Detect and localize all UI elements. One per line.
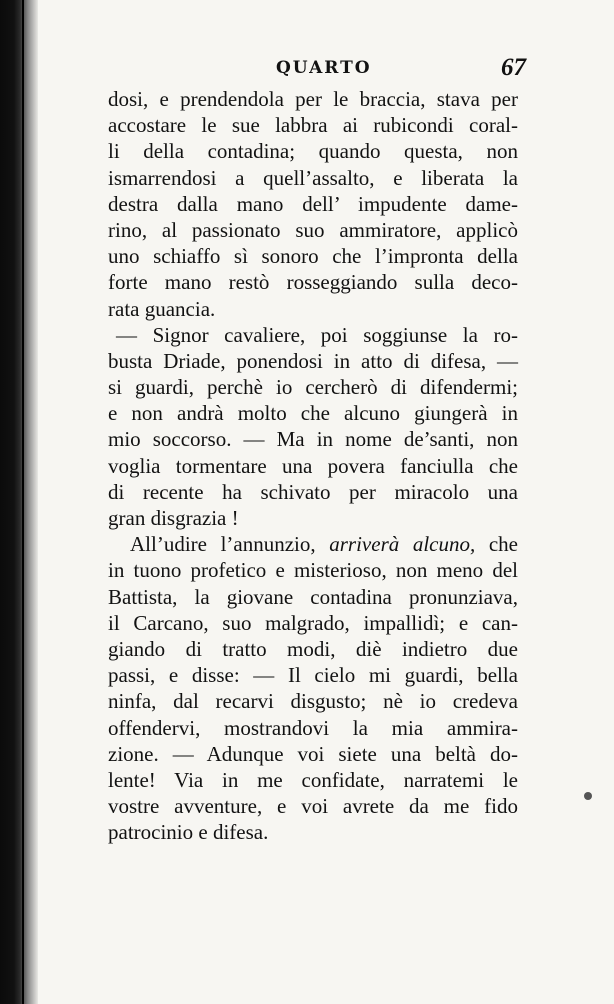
text-line: passi, e disse: — Il cielo mi guardi, bella: [108, 663, 518, 688]
text-line: patrocinio e difesa.: [108, 820, 269, 845]
text-line: lente! Via in me confidate, narratemi le: [108, 767, 518, 792]
text-line: di recente ha schivato per miracolo una: [108, 479, 518, 504]
text-line: uno schiaffo sì sonoro che l’impronta della: [108, 244, 518, 269]
text-line: [108, 531, 518, 557]
text-line: li della contadina; quando questa, non: [108, 139, 518, 164]
text-line: destra dalla mano dell’ impudente dame-: [108, 191, 518, 216]
text-line: — Signor cavaliere, poi soggiunse la ro-: [116, 322, 518, 347]
text-line: rino, al passionato suo ammiratore, applicò: [108, 217, 518, 242]
text-line: mio soccorso. — Ma in nome de’santi, non: [108, 427, 518, 452]
text-line: ismarrendosi a quell’assalto, e liberata la: [108, 165, 518, 190]
text-line: busta Driade, ponendosi in atto di difesa, —: [108, 348, 518, 373]
text-line: forte mano restò rosseggiando sulla deco-: [108, 270, 518, 295]
text-segment: che: [488, 532, 519, 557]
text-line: in tuono profetico e misterioso, non meno del: [108, 558, 518, 583]
text-line: rata guancia.: [108, 296, 216, 321]
text-line: il Carcano, suo malgrado, impallidì; e can-: [108, 610, 518, 635]
text-line: vostre avventure, e voi avrete da me fido: [108, 794, 518, 819]
text-line: ninfa, dal recarvi disgusto; nè io credeva: [108, 689, 518, 714]
body-text: [108, 86, 518, 845]
page-number: 67: [501, 54, 526, 81]
text-line: accostare le sue labbra ai rubicondi coral-: [108, 113, 518, 138]
text-line: si guardi, perchè io cercherò di difendermi;: [108, 375, 518, 400]
text-line: e non andrà molto che alcuno giungerà in: [108, 401, 518, 426]
text-line: zione. — Adunque voi siete una beltà do-: [108, 741, 518, 766]
text-line: giando di tratto modi, diè indietro due: [108, 636, 518, 661]
text-line: Battista, la giovane contadina pronunziava,: [108, 584, 518, 609]
text-line: offendervi, mostrandovi la mia ammira-: [108, 715, 518, 740]
text-line: dosi, e prendendola per le braccia, stava per: [108, 87, 518, 111]
text-line: gran disgrazia !: [108, 506, 239, 530]
book-binding-edge: [0, 0, 38, 1004]
italic-phrase: arriverà alcuno,: [329, 532, 476, 557]
page-header: [108, 54, 526, 88]
binding-line: [22, 0, 24, 1004]
text-line: voglia tormentare una povera fanciulla che: [108, 453, 518, 478]
paper-speck: [584, 792, 592, 800]
running-head: QUARTO: [276, 58, 372, 78]
text-segment: All’udire l’annunzio,: [130, 532, 316, 557]
